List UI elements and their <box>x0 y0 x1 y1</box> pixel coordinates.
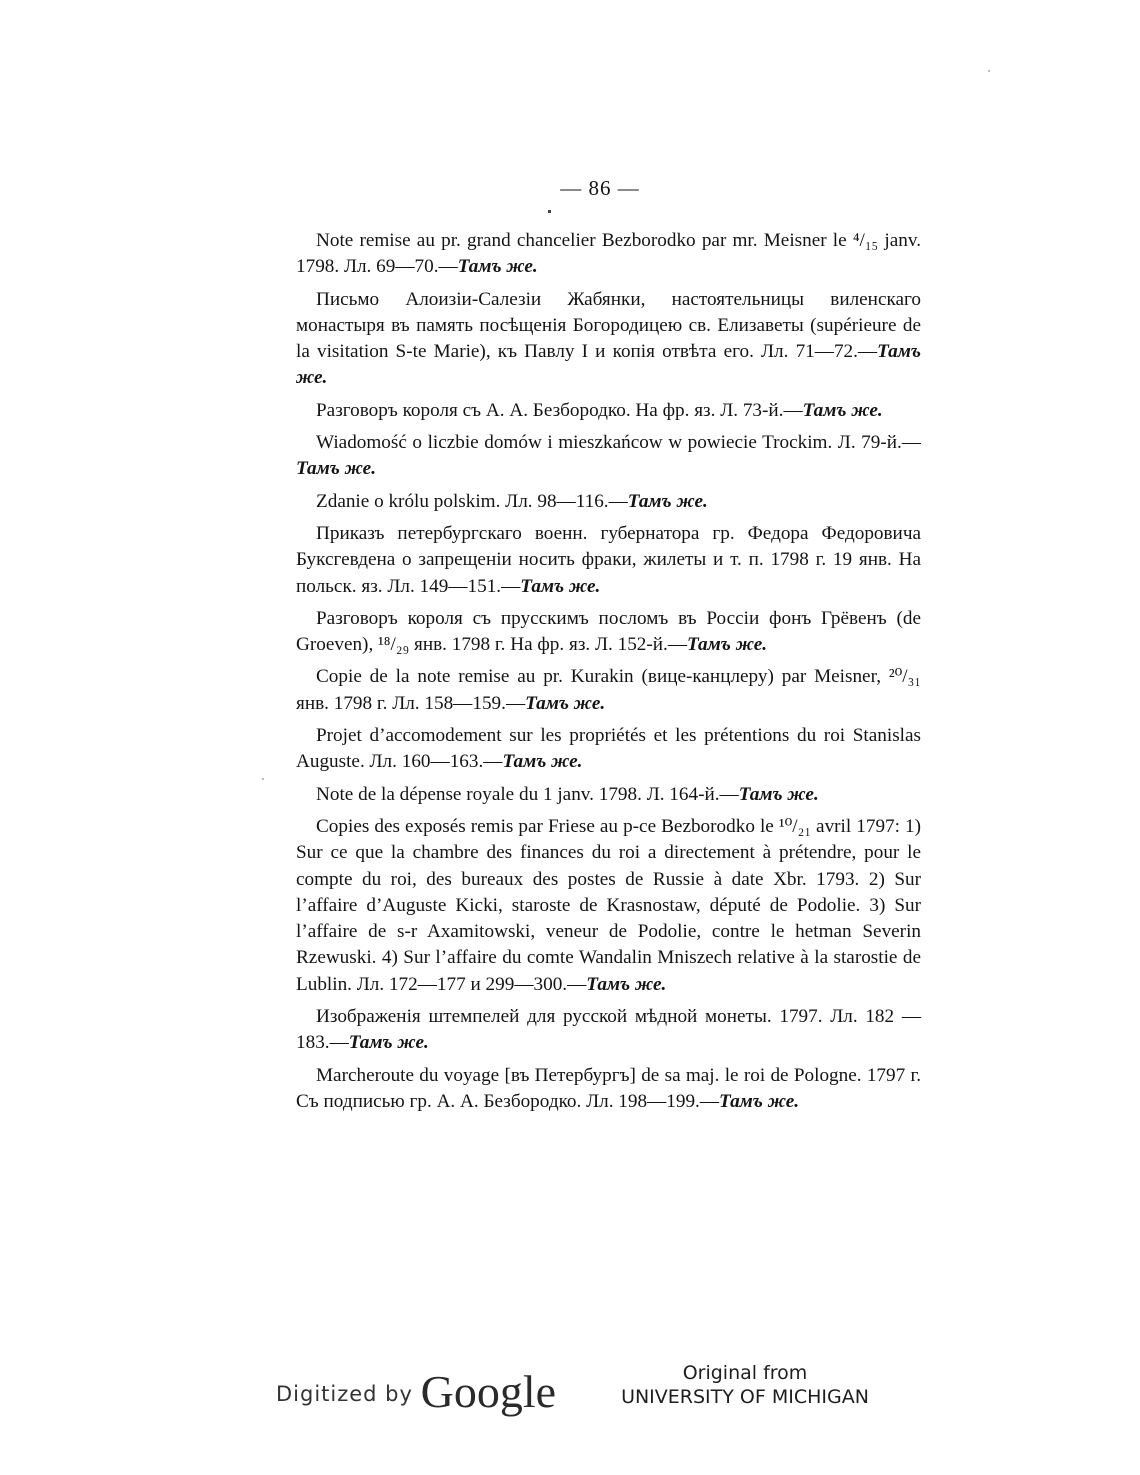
original-from-label: Original from <box>682 1362 808 1384</box>
page-number: — 86 — <box>560 176 640 200</box>
entry-text: Разговоръ короля съ А. А. Безбородко. На фр. яз. Л. 73-й.— <box>316 399 803 421</box>
entry-text: Copie de la note remise au pr. Kurakin (вице-канцлеру) par Meisner, ²⁰/₃₁ янв. 1798 г. Лл. 158—159.— <box>296 666 921 714</box>
google-logo: Google <box>420 1366 557 1417</box>
archive-entry <box>296 606 921 659</box>
archive-entry <box>296 398 921 424</box>
entry-text: Изображенія штемпелей для русской мѣдной монеты. 1797. Лл. 182 — 183.— <box>296 1006 921 1054</box>
entry-reference: Тамъ же. <box>457 256 538 278</box>
digitization-footer <box>0 1355 1140 1415</box>
entry-reference: Тамъ же. <box>520 575 601 597</box>
entry-reference: Тамъ же. <box>502 751 583 773</box>
archive-entry <box>296 430 921 483</box>
original-source-note <box>600 1361 890 1409</box>
entry-reference: Тамъ же. <box>687 634 768 656</box>
entry-text: Note de la dépense royale du 1 janv. 1798. Л. 164-й.— <box>316 783 739 805</box>
entry-text: Письмо Алоизіи-Салезіи Жабянки, настоятельницы виленскаго монастыря въ память посѣщенія Богородицею св. Елизаветы (supérieure de la visitation S-te Marie), къ Павлу I и копія отвѣта его. Лл. 71—72.— <box>296 288 921 363</box>
scan-speck <box>548 210 551 213</box>
entry-reference: Тамъ же. <box>719 1090 800 1112</box>
entry-text: Projet d’accomodement sur les propriétés et les prétentions du roi Stanislas Auguste. Лл. 160—163.— <box>296 725 921 773</box>
entry-text: Note remise au pr. grand chancelier Bezborodko par mr. Meisner le ⁴/₁₅ janv. 1798. Лл. 69—70.— <box>296 230 921 278</box>
entry-text: Zdanie o królu polskim. Лл. 98—116.— <box>316 490 628 512</box>
archive-entry <box>296 287 921 392</box>
entry-reference: Тамъ же. <box>586 973 667 995</box>
entry-reference: Тамъ же. <box>525 692 606 714</box>
archive-entry <box>296 723 921 776</box>
archive-entry <box>296 1063 921 1116</box>
entry-text: Wiadomość o liczbie domów i mieszkańcow w powiecie Trockim. Л. 79-й.— <box>316 432 921 454</box>
entry-reference: Тамъ же. <box>348 1032 429 1054</box>
digitized-by-watermark <box>276 1365 556 1418</box>
university-name: UNIVERSITY OF MICHIGAN <box>621 1386 869 1408</box>
entry-text: Copies des exposés remis par Friese au p-ce Bezborodko le ¹⁰/₂₁ avril 1797: 1) Sur ce que la chambre des finances du roi a directement à prétendre, pour le compte du roi, des bureaux des postes de Russie à date Xbr. 1793. 2) Sur l’affaire d’Auguste Kicki, staroste de Krasnostaw, député de Podolie. 3) Sur l’affaire de s-r Axamitowski, veneur de Podolie, contre le hetman Severin Rzewuski. 4) Sur l’affaire du comte Wandalin Mniszech relative à la starostie de Lublin. Лл. 172—177 и 299—300.— <box>296 815 921 995</box>
entry-reference: Тамъ же. <box>802 399 883 421</box>
entry-reference: Тамъ же. <box>296 458 377 480</box>
entry-reference: Тамъ же. <box>296 341 921 389</box>
archive-entry <box>296 228 921 281</box>
scan-speck <box>262 778 264 780</box>
entry-text: Приказъ петербургскаго военн. губернатора гр. Федора Федоровича Буксгевдена о запрещеніи носить фраки, жилеты и т. п. 1798 г. 19 янв. На польск. яз. Лл. 149—151.— <box>296 522 921 597</box>
entry-text: Marcheroute du voyage [въ Петербургъ] de sa maj. le roi de Pologne. 1797 г. Съ подписью гр. А. А. Безбородко. Лл. 198—199.— <box>296 1064 921 1112</box>
archive-entry <box>296 664 921 717</box>
entry-reference: Тамъ же. <box>627 490 708 512</box>
archive-entry <box>296 489 921 515</box>
archive-entry <box>296 814 921 998</box>
document-body <box>296 228 921 1121</box>
archive-entry <box>296 782 921 808</box>
archive-entry <box>296 521 921 600</box>
scan-speck <box>988 70 990 72</box>
digitized-prefix: Digitized by <box>276 1382 413 1406</box>
entry-text: Разговоръ короля съ прусскимъ посломъ въ Россіи фонъ Грёвенъ (de Groeven), ¹⁸/₂₉ янв. 1798 г. На фр. яз. Л. 152-й.— <box>296 607 921 656</box>
archive-entry <box>296 1004 921 1057</box>
entry-reference: Тамъ же. <box>738 783 819 805</box>
